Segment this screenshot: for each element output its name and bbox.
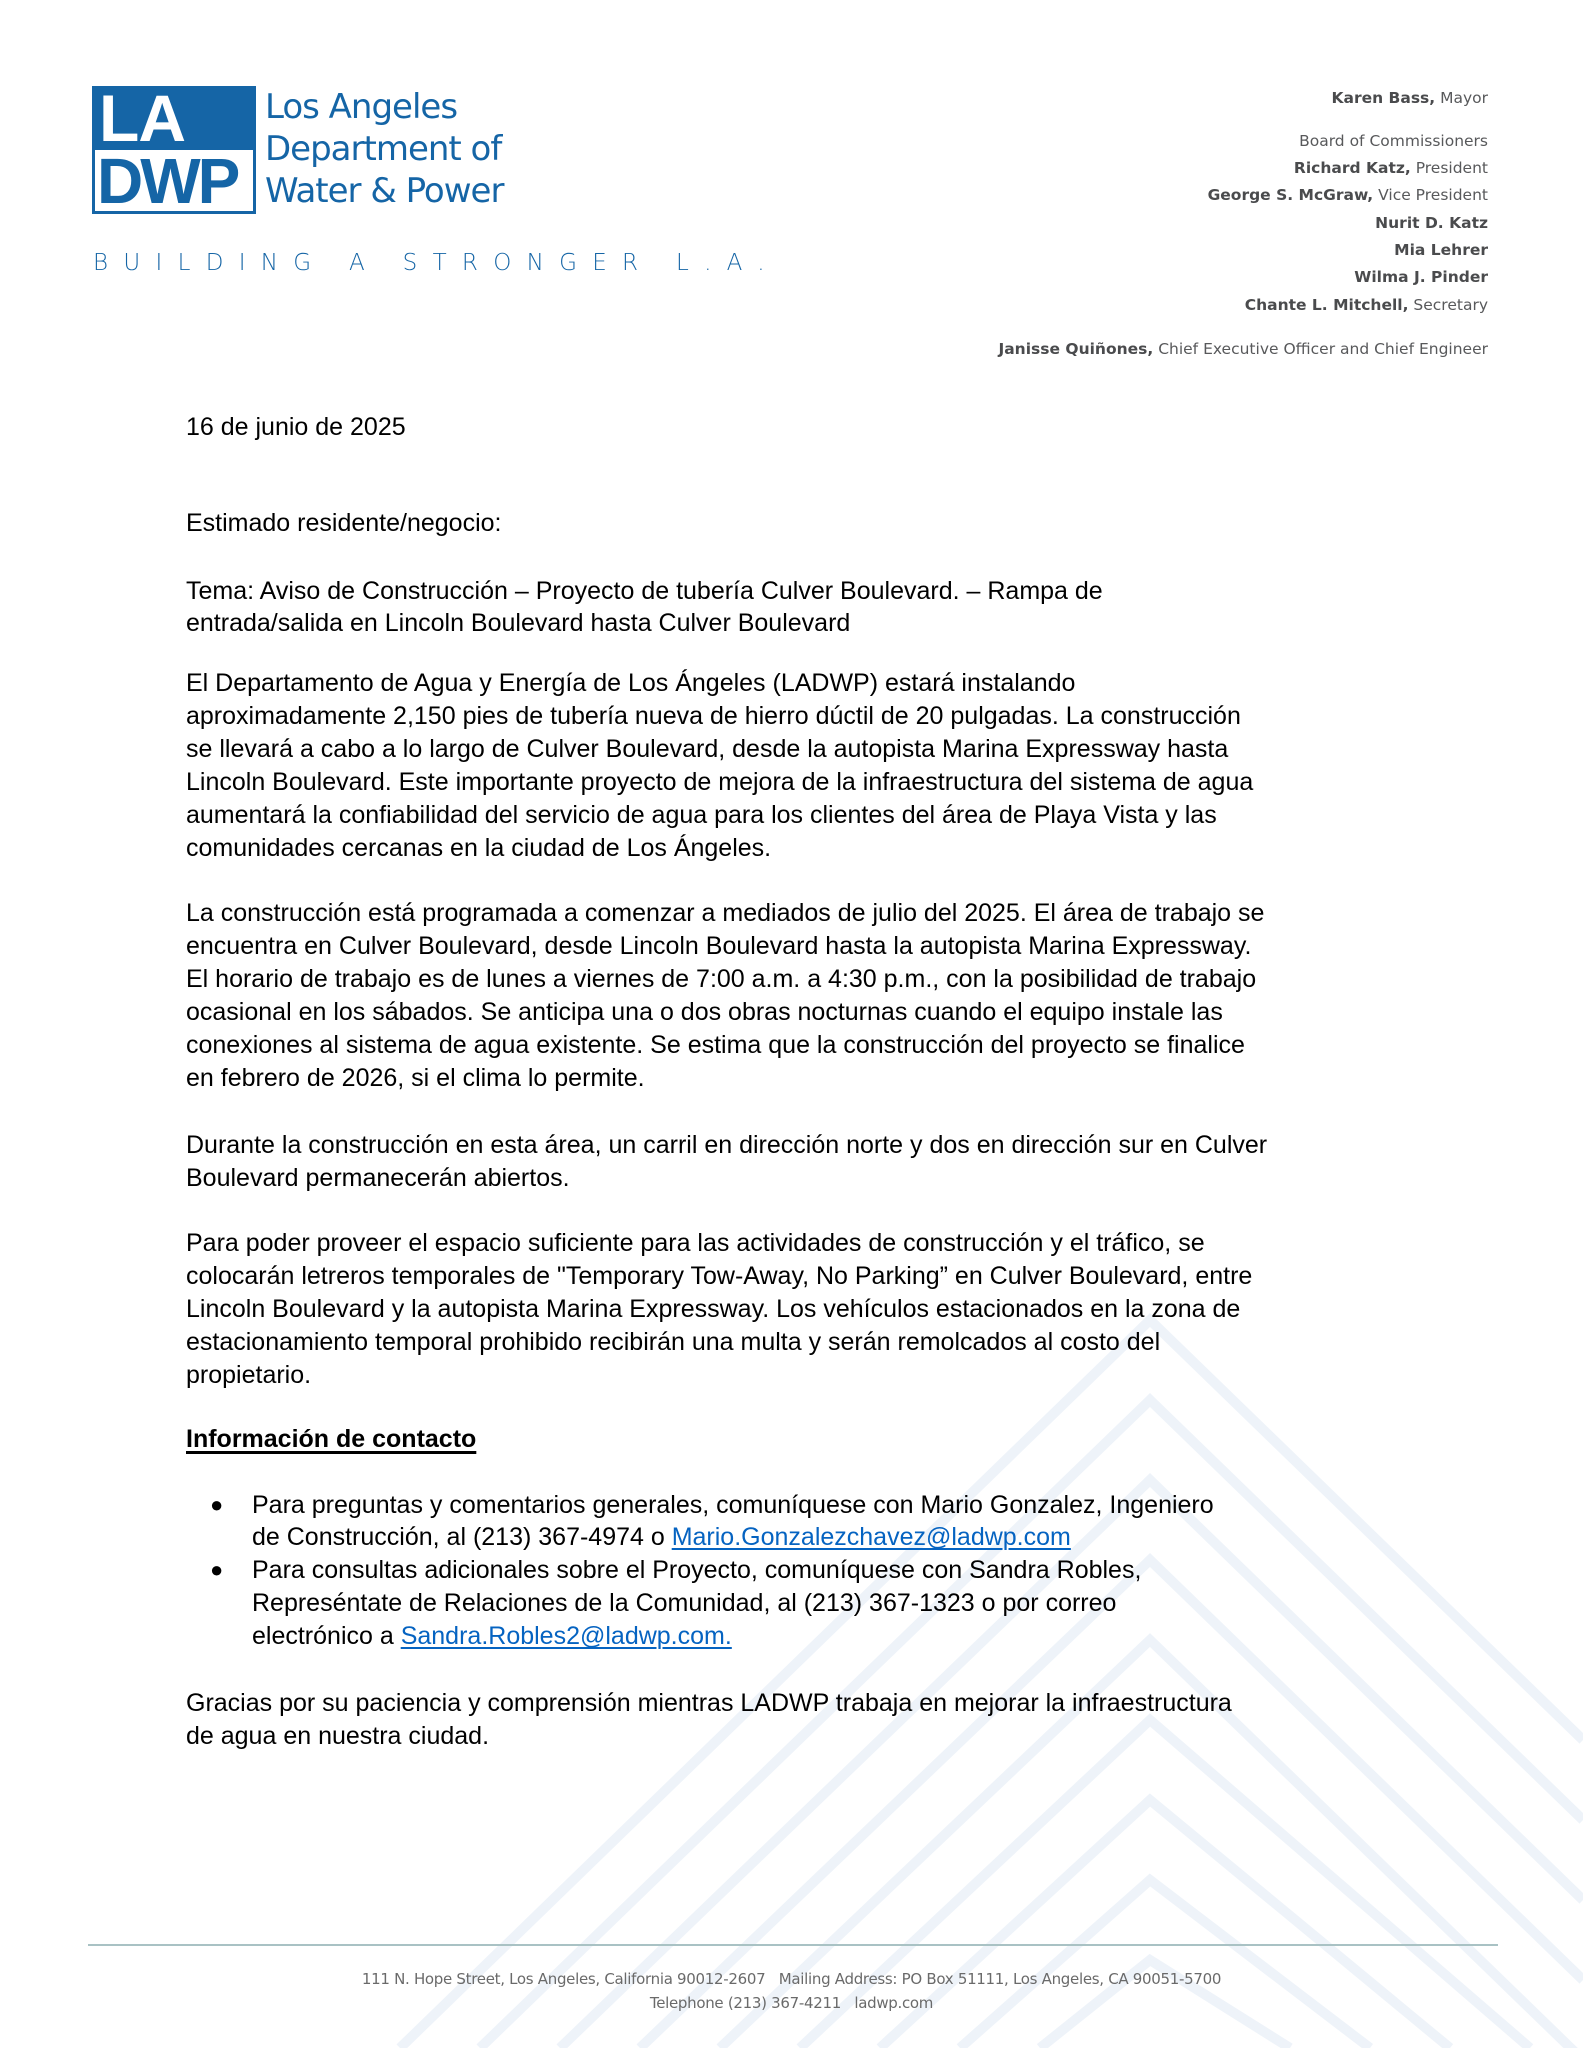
board-member bbox=[1294, 158, 1488, 178]
official-name: Nurit D. Katz bbox=[1375, 214, 1488, 232]
board-member bbox=[1375, 213, 1488, 233]
paragraph-line: propietario. bbox=[186, 1361, 312, 1389]
official-title: President bbox=[1410, 159, 1488, 177]
bullet-icon: ● bbox=[210, 1557, 224, 1582]
contact-line bbox=[252, 1620, 732, 1652]
official-name: Karen Bass, bbox=[1331, 89, 1436, 107]
org-name-line: Los Angeles bbox=[265, 87, 458, 127]
org-name-line: Water & Power bbox=[265, 171, 504, 211]
footer-address: 111 N. Hope Street, Los Angeles, California 90012-2607 Mailing Address: PO Box 51111, Los Angeles, CA 90051-5700 bbox=[361, 1970, 1222, 1988]
official-name: Janisse Quiñones, bbox=[998, 340, 1154, 358]
official-name: Richard Katz, bbox=[1293, 159, 1411, 177]
paragraph-line: La construcción está programada a comenzar a mediados de julio del 2025. El área de trabajo se bbox=[186, 899, 1265, 927]
email-link-mario[interactable]: Mario.Gonzalezchavez@ladwp.com bbox=[671, 1523, 1071, 1551]
mayor-line bbox=[1332, 88, 1489, 108]
official-title: Mayor bbox=[1435, 89, 1488, 107]
board-member bbox=[1208, 185, 1488, 205]
paragraph-line: El horario de trabajo es de lunes a viernes de 7:00 a.m. a 4:30 p.m., con la posibilidad de trabajo bbox=[186, 965, 1257, 993]
contact-text: electrónico a bbox=[252, 1622, 401, 1650]
board-member bbox=[1354, 267, 1488, 287]
logo-la-text: LA bbox=[99, 81, 185, 155]
paragraph-line: de agua en nuestra ciudad. bbox=[186, 1722, 490, 1750]
letter-date: 16 de junio de 2025 bbox=[186, 413, 406, 441]
paragraph-line: Boulevard permanecerán abiertos. bbox=[186, 1164, 570, 1192]
paragraph-line: en febrero de 2026, si el clima lo permite. bbox=[186, 1064, 645, 1092]
paragraph-line: comunidades cercanas en la ciudad de Los Ángeles. bbox=[186, 834, 772, 862]
paragraph-line: Gracias por su paciencia y comprensión mientras LADWP trabaja en mejorar la infraestructura bbox=[186, 1689, 1232, 1717]
paragraph-line: Lincoln Boulevard y la autopista Marina Expressway. Los vehículos estacionados en la zona de bbox=[186, 1295, 1241, 1323]
official-title: Secretary bbox=[1408, 296, 1488, 314]
official-title: Vice President bbox=[1373, 186, 1488, 204]
official-name: Mia Lehrer bbox=[1394, 241, 1488, 259]
ceo-line bbox=[998, 339, 1488, 359]
paragraph-line: El Departamento de Agua y Energía de Los Ángeles (LADWP) estará instalando bbox=[186, 669, 1076, 697]
paragraph-line: se llevará a cabo a lo largo de Culver Boulevard, desde la autopista Marina Expressway hasta bbox=[186, 735, 1229, 763]
ladwp-logo bbox=[92, 81, 256, 217]
official-name: Chante L. Mitchell, bbox=[1244, 296, 1409, 314]
contact-line: Para consultas adicionales sobre el Proyecto, comuníquese con Sandra Robles, bbox=[252, 1556, 1142, 1584]
footer-divider bbox=[88, 1944, 1498, 1946]
paragraph-line: conexiones al sistema de agua existente. Se estima que la construcción del proyecto se finalice bbox=[186, 1031, 1245, 1059]
logo-dwp-text: DWP bbox=[97, 145, 238, 217]
contact-line: Represéntate de Relaciones de la Comunidad, al (213) 367-1323 o por correo bbox=[252, 1589, 1117, 1617]
subject-line: Tema: Aviso de Construcción – Proyecto de tubería Culver Boulevard. – Rampa de bbox=[186, 577, 1103, 605]
contact-line: Para preguntas y comentarios generales, comuníquese con Mario Gonzalez, Ingeniero bbox=[252, 1491, 1214, 1519]
board-heading: Board of Commissioners bbox=[1299, 132, 1488, 150]
paragraph-line: estacionamiento temporal prohibido recibirán una multa y serán remolcados al costo del bbox=[186, 1328, 1161, 1356]
subject-line: entrada/salida en Lincoln Boulevard hasta Culver Boulevard bbox=[186, 609, 851, 637]
paragraph-line: Para poder proveer el espacio suficiente para las actividades de construcción y el tráfico, se bbox=[186, 1229, 1205, 1257]
paragraph-line: Lincoln Boulevard. Este importante proyecto de mejora de la infraestructura del sistema de agua bbox=[186, 768, 1254, 796]
salutation: Estimado residente/negocio: bbox=[186, 509, 502, 537]
contact-text: de Construcción, al (213) 367-4974 o bbox=[252, 1523, 672, 1551]
contact-line bbox=[252, 1521, 1071, 1553]
paragraph-line: ocasional en los sábados. Se anticipa una o dos obras nocturnas cuando el equipo instale las bbox=[186, 998, 1223, 1026]
paragraph-line: colocarán letreros temporales de "Temporary Tow-Away, No Parking” en Culver Boulevard, entre bbox=[186, 1262, 1253, 1290]
board-member bbox=[1245, 295, 1488, 315]
paragraph-line: Durante la construcción en esta área, un carril en dirección norte y dos en dirección sur en Culver bbox=[186, 1131, 1268, 1159]
tagline: BUILDING A STRONGER L.A. bbox=[93, 250, 780, 276]
paragraph-line: aumentará la confiabilidad del servicio de agua para los clientes del área de Playa Vista y las bbox=[186, 801, 1217, 829]
official-name: Wilma J. Pinder bbox=[1354, 268, 1488, 286]
org-name-line: Department of bbox=[265, 129, 502, 169]
footer-contact: Telephone (213) 367-4211 ladwp.com bbox=[649, 1994, 934, 2012]
bullet-icon: ● bbox=[210, 1492, 224, 1517]
paragraph-line: aproximadamente 2,150 pies de tubería nueva de hierro dúctil de 20 pulgadas. La construcción bbox=[186, 702, 1241, 730]
contact-heading: Información de contacto bbox=[186, 1425, 477, 1453]
official-name: George S. McGraw, bbox=[1207, 186, 1374, 204]
email-link-sandra[interactable]: Sandra.Robles2@ladwp.com. bbox=[400, 1622, 732, 1650]
paragraph-line: encuentra en Culver Boulevard, desde Lincoln Boulevard hasta la autopista Marina Expressway. bbox=[186, 932, 1252, 960]
official-title: Chief Executive Officer and Chief Engineer bbox=[1153, 340, 1488, 358]
organization-name bbox=[265, 86, 503, 212]
board-member bbox=[1394, 240, 1488, 260]
